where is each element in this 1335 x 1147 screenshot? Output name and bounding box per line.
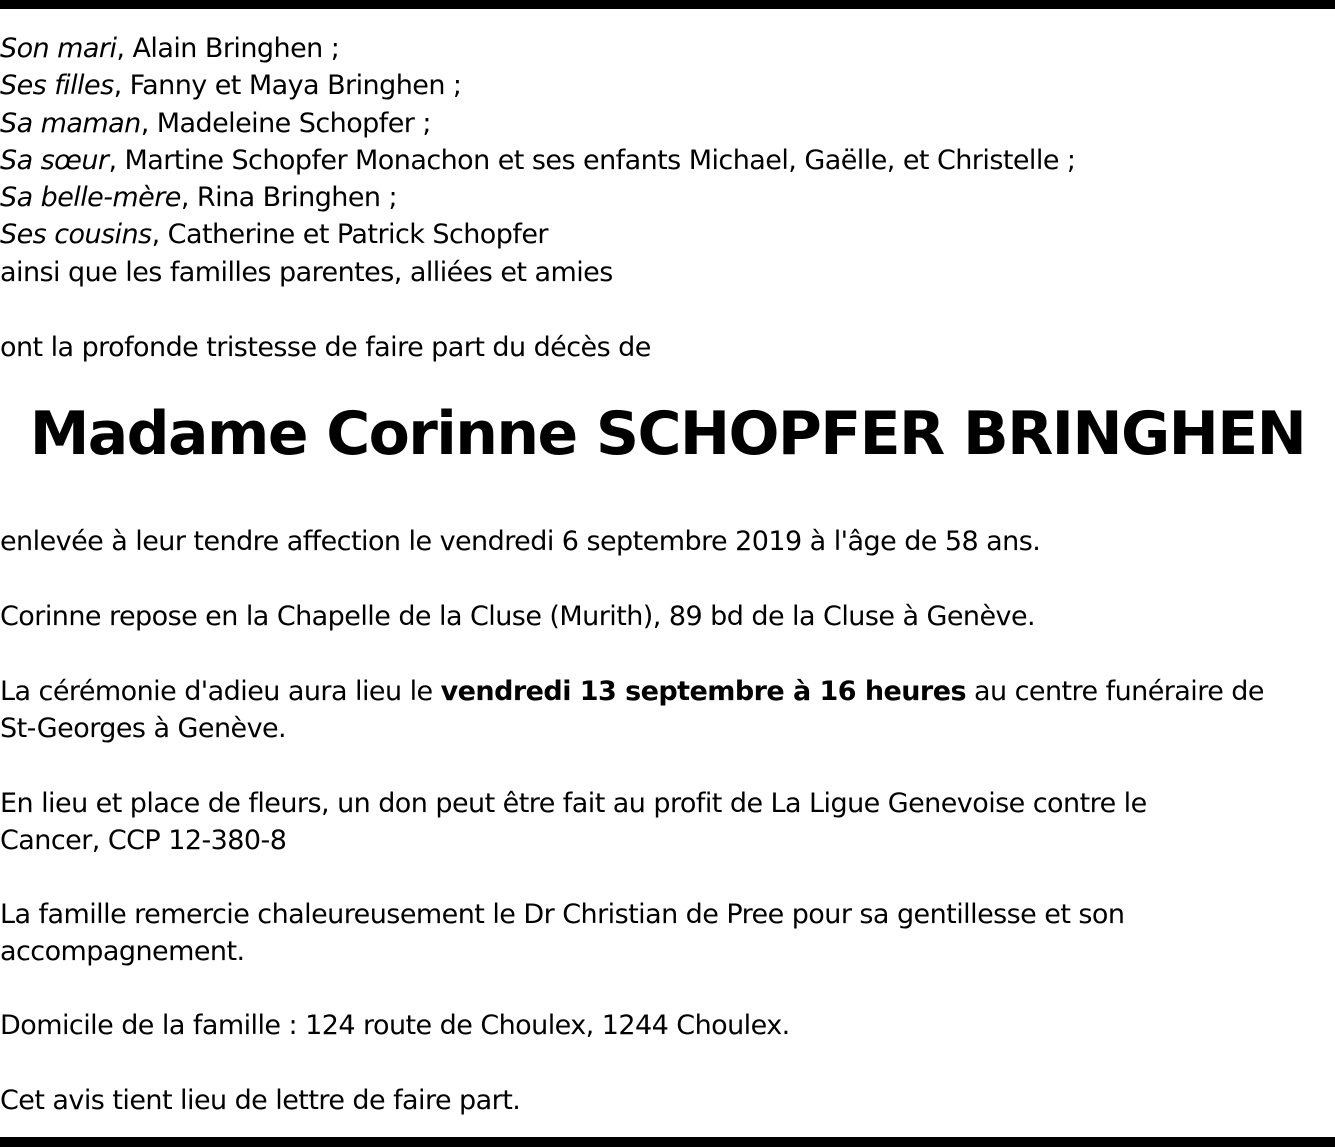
family-names: , Catherine et Patrick Schopfer bbox=[151, 219, 548, 251]
announcement-text: ont la profonde tristesse de faire part du décès de bbox=[0, 332, 651, 363]
family-role: Sa belle-mère bbox=[0, 182, 181, 214]
family-names: , Madeleine Schopfer ; bbox=[140, 107, 431, 139]
ceremony-line-1 bbox=[0, 673, 1335, 710]
family-list bbox=[0, 30, 1075, 291]
family-names: , Alain Bringhen ; bbox=[116, 33, 340, 64]
family-line-sister bbox=[0, 142, 1075, 179]
family-line-cousins bbox=[0, 216, 1075, 253]
family-role: Sa maman bbox=[0, 107, 141, 139]
thanks-line-2: accompagnement. bbox=[0, 936, 245, 968]
death-notice-text: enlevée à leur tendre affection le vendredi 6 septembre 2019 à l'âge de 58 ans. bbox=[0, 526, 1041, 557]
ceremony-text-before: La cérémonie d'adieu aura lieu le bbox=[0, 676, 441, 707]
ceremony-text-after: au centre funéraire de bbox=[965, 676, 1264, 707]
deceased-name-heading: Madame Corinne SCHOPFER BRINGHEN bbox=[29, 399, 1306, 469]
family-line-husband bbox=[0, 30, 1075, 67]
family-role: Ses cousins bbox=[0, 219, 152, 251]
family-role: Sa sœur bbox=[0, 144, 109, 176]
donation-line-2: Cancer, CCP 12-380-8 bbox=[0, 825, 287, 857]
repose-text: Corinne repose en la Chapelle de la Cluse (Murith), 89 bd de la Cluse à Genève. bbox=[0, 601, 1036, 632]
family-line-mother-in-law bbox=[0, 179, 1075, 216]
family-role: Son mari bbox=[0, 33, 117, 64]
donation-line-1: En lieu et place de fleurs, un don peut être fait au profit de La Ligue Genevoise contre le bbox=[0, 788, 1147, 819]
thanks-line-1: La famille remercie chaleureusement le Dr Christian de Pree pour sa gentillesse et son bbox=[0, 899, 1125, 930]
bottom-border-rule bbox=[0, 1137, 1335, 1147]
family-line-mother bbox=[0, 105, 1075, 142]
top-border-rule bbox=[0, 0, 1335, 9]
ceremony-date-time: vendredi 13 septembre à 16 heures bbox=[440, 676, 966, 707]
family-closing-line: ainsi que les familles parentes, alliées et amies bbox=[0, 256, 613, 288]
thanks-paragraph bbox=[0, 896, 1335, 971]
notice-text: Cet avis tient lieu de lettre de faire part. bbox=[0, 1085, 521, 1116]
family-names: , Fanny et Maya Bringhen ; bbox=[113, 70, 462, 102]
family-names: , Martine Schopfer Monachon et ses enfants Michael, Gaëlle, et Christelle ; bbox=[108, 144, 1076, 176]
domicile-text: Domicile de la famille : 124 route de Choulex, 1244 Choulex. bbox=[0, 1010, 790, 1041]
donation-paragraph bbox=[0, 785, 1335, 860]
family-names: , Rina Bringhen ; bbox=[180, 182, 398, 214]
ceremony-paragraph bbox=[0, 673, 1335, 748]
family-role: Ses filles bbox=[0, 70, 114, 102]
family-line-daughters bbox=[0, 67, 1075, 104]
ceremony-line-2: St-Georges à Genève. bbox=[0, 713, 287, 745]
